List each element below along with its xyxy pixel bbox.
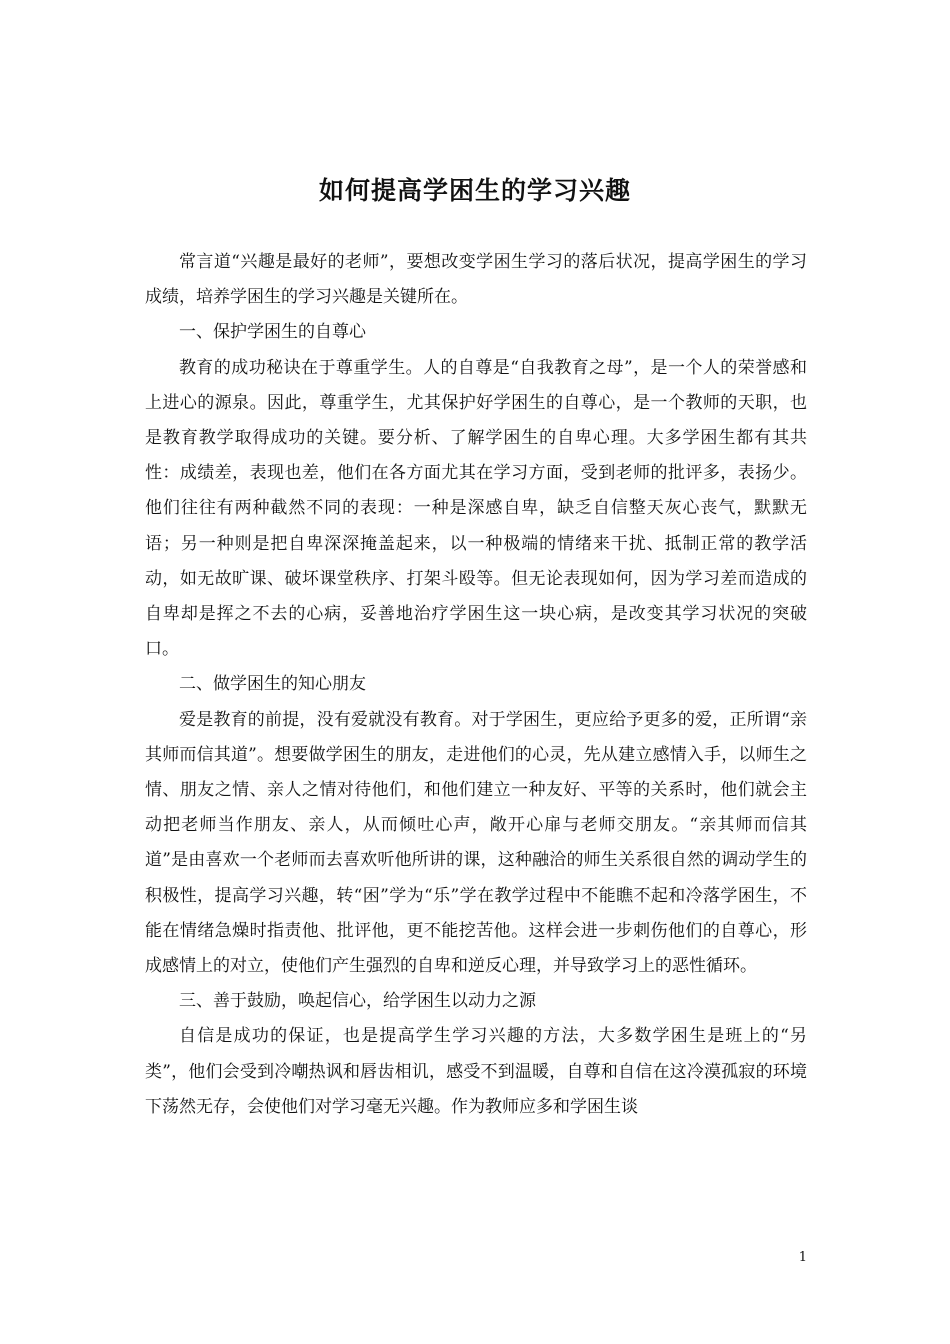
document-title: 如何提高学困生的学习兴趣	[318, 175, 631, 205]
paragraph-section-2: 爱是教育的前提，没有爱就没有教育。对于学困生，更应给予更多的爱，正所谓“亲其师而信其道”。想要做学困生的朋友，走进他们的心灵，先从建立感情入手，以师生之情、朋友之情、亲人之情对待他们，和他们建立一种友好、平等的关系时，他们就会主动把老师当作朋友、亲人，从而倾吐心声，敞开心扉与老师交朋友。“亲其师而信其道”是由喜欢一个老师而去喜欢听他所讲的课，这种融洽的师生关系很自然的调动学生的积极性，提高学习兴趣，转“困”学为“乐”学在教学过程中不能瞧不起和冷落学困生，不能在情绪急燥时指责他、批评他，更不能挖苦他。这样会进一步刺伤他们的自尊心，形成感情上的对立，使他们产生强烈的自卑和逆反心理，并导致学习上的恶性循环。	[145, 709, 807, 977]
paragraph-section-1: 教育的成功秘诀在于尊重学生。人的自尊是“自我教育之母”，是一个人的荣誉感和上进心的源泉。因此，尊重学生，尤其保护好学困生的自尊心，是一个教师的天职，也是教育教学取得成功的关键。要分析、了解学困生的自卑心理。大多学困生都有其共性：成绩差，表现也差，他们在各方面尤其在学习方面，受到老师的批评多，表扬少。他们往往有两种截然不同的表现：一种是深感自卑，缺乏自信整天灰心丧气，默默无语；另一种则是把自卑深深掩盖起来，以一种极端的情绪来干扰、抵制正常的教学活动，如无故旷课、破坏课堂秩序、打架斗殴等。但无论表现如何，因为学习差而造成的自卑却是挥之不去的心病，妥善地治疗学困生这一块心病，是改变其学习状况的突破口。	[145, 357, 807, 660]
document-body	[145, 245, 807, 1125]
page-number: 1	[798, 1250, 807, 1265]
paragraph-section-3: 自信是成功的保证，也是提高学生学习兴趣的方法，大多数学困生是班上的“另类”，他们会受到冷嘲热讽和唇齿相讥，感受不到温暖，自尊和自信在这冷漠孤寂的环境下荡然无存，会使他们对学习毫无兴趣。作为教师应多和学困生谈	[145, 1026, 807, 1117]
section-heading-3: 三、善于鼓励，唤起信心，给学困生以动力之源	[179, 991, 536, 1012]
section-heading-2: 二、做学困生的知心朋友	[179, 674, 366, 695]
section-heading-1: 一、保护学困生的自尊心	[179, 322, 366, 343]
paragraph-intro: 常言道“兴趣是最好的老师”，要想改变学困生学习的落后状况，提高学困生的学习成绩，培养学困生的学习兴趣是关键所在。	[145, 252, 807, 308]
